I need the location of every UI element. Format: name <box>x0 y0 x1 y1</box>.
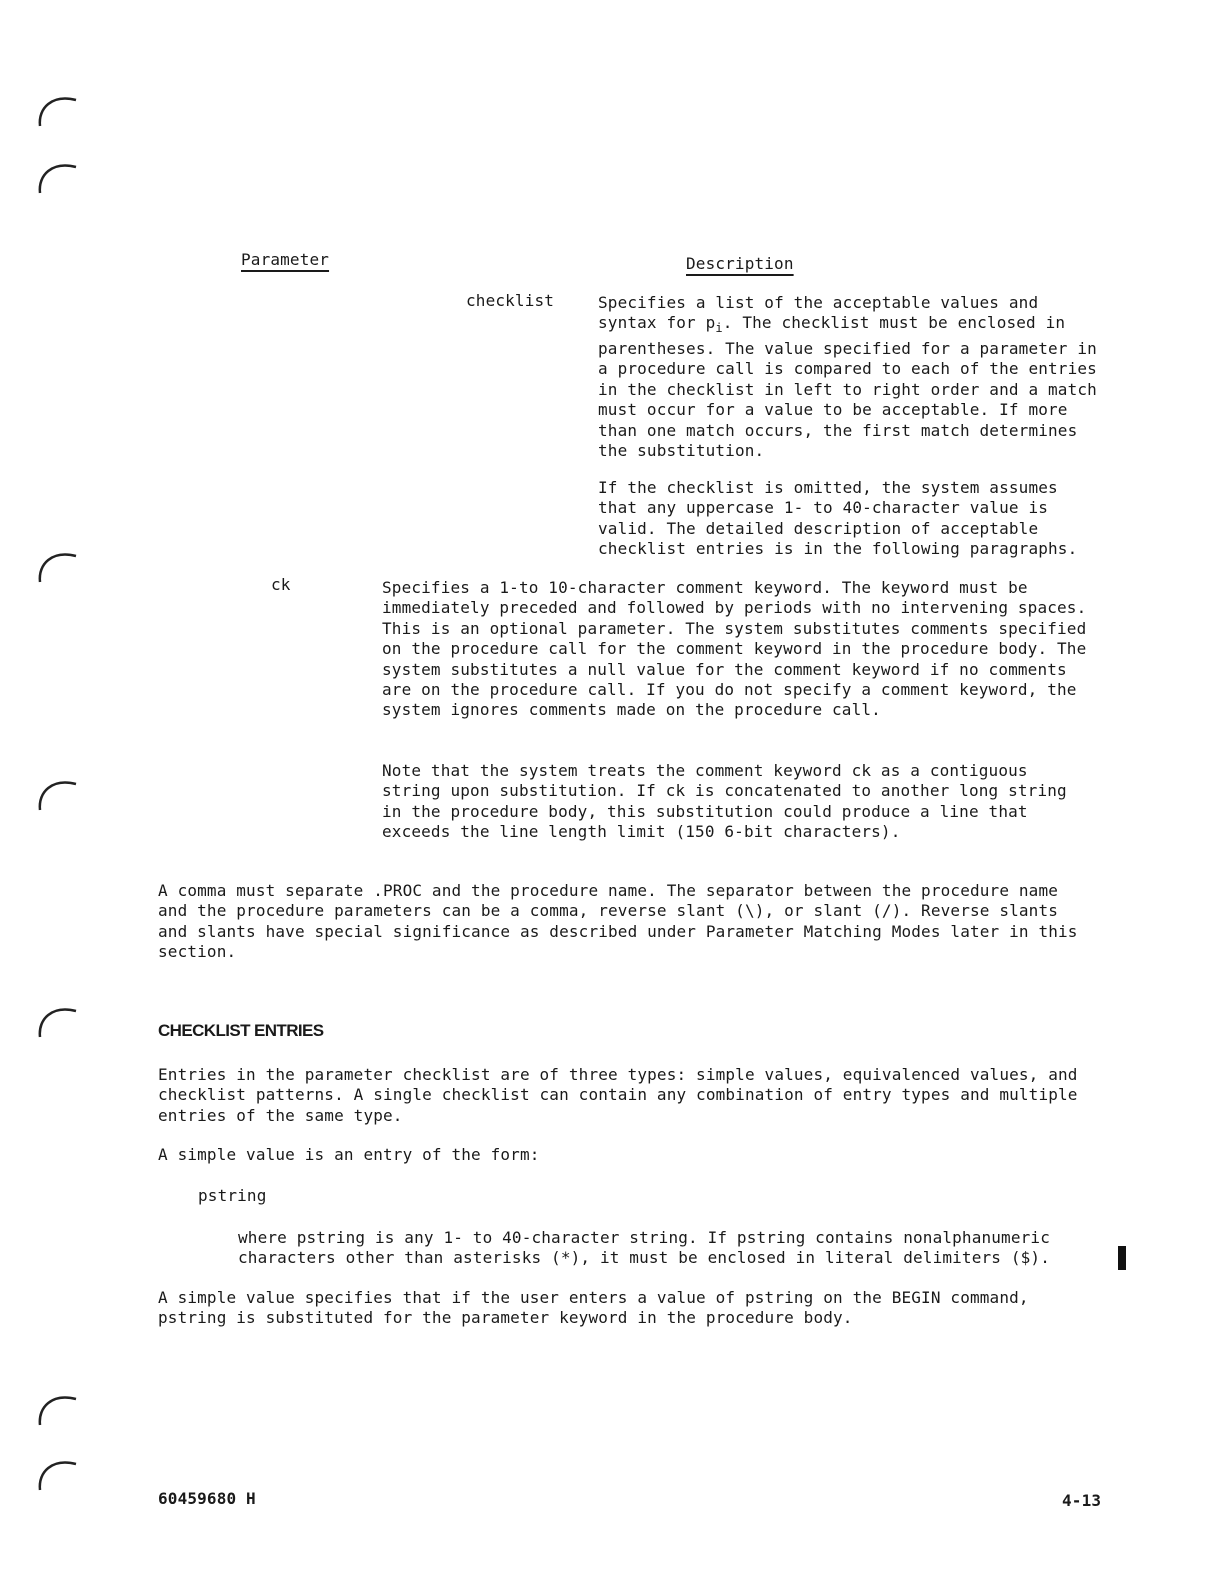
binder-hole-icon <box>34 86 84 136</box>
pstring-where-paragraph: where pstring is any 1- to 40-character string. If pstring contains nonalphanumeric characters other than asterisks (*), it must be enclosed in literal delimiters ($). <box>238 1228 1050 1268</box>
ck-note-paragraph: Note that the system treats the comment keyword ck as a contiguous string upon substitution. If ck is concatenated to another long string in the procedure body, this substitution could produce a line that exceeds the line length limit (150 6-bit characters). <box>382 761 1067 842</box>
simple-value-form-text: A simple value is an entry of the form: <box>158 1145 540 1164</box>
description-column-header: Description <box>686 254 794 273</box>
param-name-ck: ck <box>271 575 291 594</box>
binder-hole-icon <box>34 1450 84 1500</box>
binder-hole-icon <box>34 1385 84 1435</box>
binder-hole-icon <box>34 542 84 592</box>
binder-hole-icon <box>34 153 84 203</box>
checklist-omitted-paragraph: If the checklist is omitted, the system assumes that any uppercase 1- to 40-character value is valid. The detailed description of acceptable checklist entries is in the following paragraphs. <box>598 478 1078 559</box>
separator-paragraph: A comma must separate .PROC and the procedure name. The separator between the procedure name and the procedure parameters can be a comma, reverse slant (\), or slant (/). Reverse slants and slants have special significance as described under Parameter Matching Modes later in this section. <box>158 881 1078 962</box>
ck-description: Specifies a 1-to 10-character comment keyword. The keyword must be immediately preceded and followed by periods with no intervening spaces. This is an optional parameter. The system substitutes comments specified on the procedure call for the comment keyword in the procedure body. The system substitutes a null value for the comment keyword if no comments are on the procedure call. If you do not specify a comment keyword, the system ignores comments made on the procedure call. <box>382 578 1087 720</box>
subscript-i: i <box>715 321 723 336</box>
change-bar <box>1118 1246 1126 1270</box>
checklist-description: Specifies a list of the acceptable values and syntax for $p_i$. The checklist must be enclosed in parentheses. The value specified for a parameter in a procedure call is compared to each of the entries in the checklist in left to right order and a match must occur for a value to be acceptable. If more than one match occurs, the first match determines the substitution. <box>598 293 1097 461</box>
checklist-entries-intro: Entries in the parameter checklist are of three types: simple values, equivalenced values, and checklist patterns. A single checklist can contain any combination of entry types and multiple entries of the same type. <box>158 1065 1078 1125</box>
form-code-pstring: pstring <box>198 1186 267 1205</box>
simple-value-substitution-paragraph: A simple value specifies that if the user enters a value of pstring on the BEGIN command, pstring is substituted for the parameter keyword in the procedure body. <box>158 1288 1029 1328</box>
page-number: 4-13 <box>1062 1491 1102 1510</box>
parameter-column-header: Parameter <box>241 250 330 269</box>
binder-hole-icon <box>34 997 84 1047</box>
binder-hole-icon <box>34 770 84 820</box>
document-number: 60459680 H <box>158 1489 256 1508</box>
section-heading: CHECKLIST ENTRIES <box>158 1021 324 1040</box>
param-name-checklist: checklist <box>466 291 555 310</box>
